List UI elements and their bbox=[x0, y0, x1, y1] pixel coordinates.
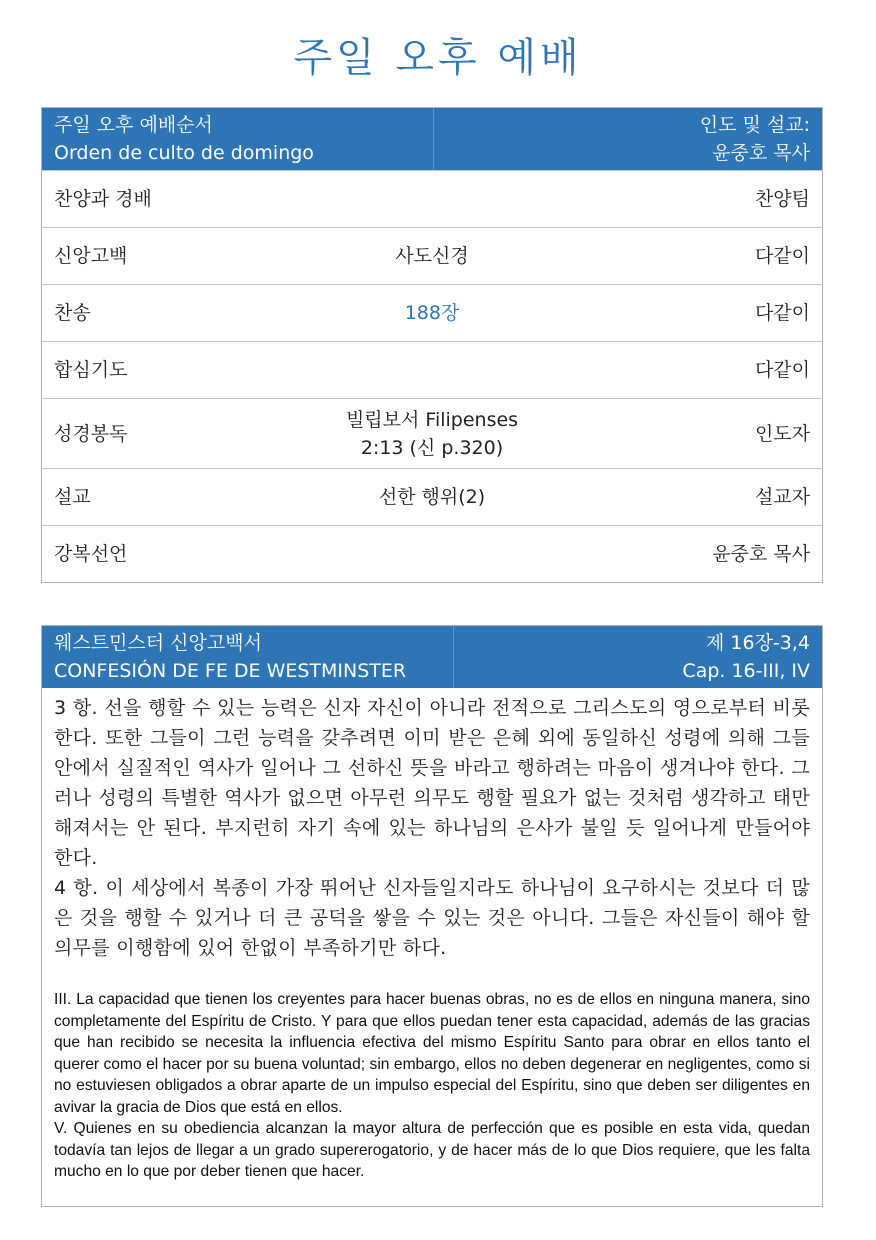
order-table-header bbox=[42, 108, 822, 170]
sermon-title: 선한 행위(2) bbox=[378, 486, 486, 508]
order-row-prayer bbox=[42, 341, 822, 398]
order-item: 합심기도 bbox=[54, 359, 128, 381]
order-row-sermon bbox=[42, 468, 822, 525]
order-leader: 다같이 bbox=[754, 359, 810, 381]
confession-korean-paragraph-3: 3 항. 선을 행할 수 있는 능력은 신자 자신이 아니라 전적으로 그리스도의 영으로부터 비롯한다. 또한 그들이 그런 능력을 갖추려면 이미 받은 은혜 외에 동일하신 성령에 의해 그들 안에서 실질적인 역사가 일어나 그 선하신 뜻을 바라고 행하려는 마음이 생겨나야 한다. 그러나 성령의 특별한 역사가 없으면 아무런 의무도 행할 필요가 없는 것처럼 생각하고 태만해져서는 안 된다. 부지런히 자기 속에 있는 하나님의 은사가 불일 듯 일어나게 만들어야 한다. bbox=[54, 697, 810, 869]
confession-section bbox=[41, 625, 823, 1207]
order-item: 찬송 bbox=[54, 302, 91, 324]
order-row-benediction bbox=[42, 525, 822, 582]
confession-korean-paragraph-4: 4 항. 이 세상에서 복종이 가장 뛰어난 신자들일지라도 하나님이 요구하시는 것보다 더 많은 것을 행할 수 있거나 더 큰 공덕을 쌓을 수 있는 것은 아니다. 그들은 자신들이 해야 할 의무를 이행함에 있어 한없이 부족하기만 하다. bbox=[54, 877, 810, 959]
scripture-verse: 2:13 (신 p.320) bbox=[360, 436, 504, 459]
order-leader: 다같이 bbox=[754, 245, 810, 267]
hymn-number: 188장 bbox=[404, 302, 460, 324]
order-header-leader-label: 인도 및 설교: bbox=[699, 114, 810, 136]
confession-chapter-es: Cap. 16-III, IV bbox=[682, 660, 810, 682]
order-of-worship-table bbox=[41, 107, 823, 583]
confession-chapter-ko: 제 16장-3,4 bbox=[706, 632, 810, 654]
order-header-right bbox=[434, 108, 822, 170]
order-item: 찬양과 경배 bbox=[54, 188, 152, 210]
order-leader: 인도자 bbox=[754, 422, 810, 445]
scripture-book: 빌립보서 Filipenses bbox=[345, 408, 519, 431]
page-title: 주일 오후 예배 bbox=[293, 35, 583, 81]
order-row-hymn bbox=[42, 284, 822, 341]
confession-title-ko: 웨스트민스터 신앙고백서 bbox=[54, 632, 262, 654]
order-detail: 사도신경 bbox=[395, 245, 469, 267]
confession-spanish-paragraph-4: V. Quienes en su obediencia alcanzan la mayor altura de perfección que es posible en esta vida, quedan todavía tan lejos de llegar a un grado supererogatorio, y de hacer más de lo que Dios requiere, que les falta mucho en lo que por deber tienen que hacer. bbox=[54, 1120, 810, 1180]
confession-header-right bbox=[454, 626, 822, 688]
order-header-title-es: Orden de culto de domingo bbox=[54, 142, 314, 164]
order-header-title-ko: 주일 오후 예배순서 bbox=[54, 114, 213, 136]
confession-spanish-paragraph-3: III. La capacidad que tienen los creyentes para hacer buenas obras, no es de ellos en ninguna manera, sino completamente del Espíritu de Cristo. Y para que ellos puedan tener esta capacidad, además de las gracias que han recibido se necesita la influencia efectiva del mismo Espíritu Santo para obrar en ellos tanto el querer como el hacer por su buena voluntad; sin embargo, ellos no deben degenerar en negligentes, como si no estuviesen obligados a obrar aparte de un impulso especial del Espíritu, sino que deben ser diligentes en avivar la gracia de Dios que está en ellos. bbox=[54, 991, 810, 1116]
order-leader: 다같이 bbox=[754, 302, 810, 324]
order-row-creed bbox=[42, 227, 822, 284]
order-item: 신앙고백 bbox=[54, 245, 128, 267]
confession-header-left bbox=[42, 626, 454, 688]
order-item: 성경봉독 bbox=[54, 422, 128, 445]
confession-title-es: CONFESIÓN DE FE DE WESTMINSTER bbox=[54, 660, 407, 682]
order-row-praise bbox=[42, 170, 822, 227]
order-leader: 윤중호 목사 bbox=[712, 543, 810, 565]
order-item: 강복선언 bbox=[54, 543, 128, 565]
confession-header bbox=[42, 626, 822, 688]
order-header-leader-name: 윤중호 목사 bbox=[712, 142, 810, 164]
scripture-reference bbox=[142, 406, 722, 462]
confession-korean-text bbox=[42, 688, 822, 963]
order-item: 설교 bbox=[54, 486, 91, 508]
confession-spanish-text bbox=[42, 963, 822, 1193]
order-leader: 설교자 bbox=[754, 486, 810, 508]
order-leader: 찬양팀 bbox=[754, 188, 810, 210]
order-header-left bbox=[42, 108, 434, 170]
order-row-scripture bbox=[42, 398, 822, 468]
